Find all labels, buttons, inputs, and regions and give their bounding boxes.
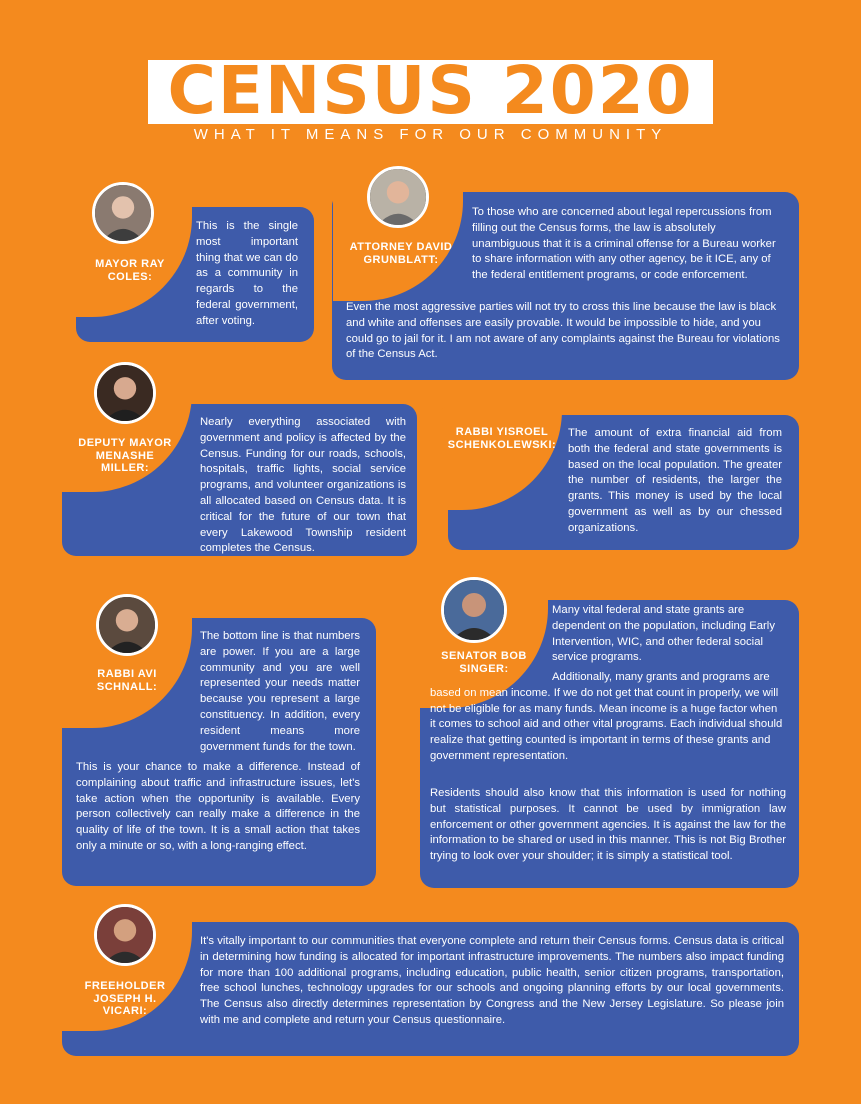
quote-text: To those who are concerned about legal repercussions from filling out the Census forms, the law is absolutely unambiguous that it is a criminal offense for a Bureau worker to share information with any other agency, be it ICE, any of the federal entitlement programs, or code enforcement.	[472, 206, 776, 282]
quote-text: The bottom line is that numbers are power. If you are a large community and you are well represented your needs matter because you represent a large constituency. In addition, every resident means more government funds for the town.	[200, 630, 360, 753]
portrait-icon	[95, 185, 151, 241]
speaker-name: FREEHOLDER JOSEPH H. VICARI:	[84, 980, 166, 1017]
quote-text: Nearly everything associated with government and policy is affected by the Census. Funding for our roads, schools, hospitals, traffic lights, social service programs, and volunteer organizations is all allocated based on Census data. It is critical for the future of our town that every Lakewood Township resident completes the Census.	[200, 416, 406, 555]
avatar	[367, 166, 429, 228]
avatar	[92, 182, 154, 244]
quote-text: Many vital federal and state grants are dependent on the population, including Early Intervention, WIC, and other federal social service programs.	[552, 604, 775, 664]
quote-text-3: Residents should also know that this information is used for nothing but statistical purposes. It cannot be used by immigration law enforcement or other government agencies. It is against the law for the information to be shared or used in this manner. This is not Big Brother trying to look over your shoulder; it is simply a statistical tool.	[430, 787, 786, 863]
page-subtitle: WHAT IT MEANS FOR OUR COMMUNITY	[193, 126, 668, 143]
speaker-name: SENATOR BOB SINGER:	[441, 650, 527, 675]
avatar	[94, 904, 156, 966]
quote-text-2: This is your chance to make a difference. Instead of complaining about traffic and infrastructure issues, let's take action when the opportunity is available. Every person collectively can really make a difference in the quality of life of the town. It is a small action that takes only a minute or so, with a long-ranging effect.	[76, 761, 360, 852]
speaker-name: RABBI AVI SCHNALL:	[96, 668, 158, 693]
avatar	[96, 594, 158, 656]
quote-text-2: Even the most aggressive parties will not try to cross this line because the law is black and white and offenses are easily provable. It would be impossible to hide, and you could go to jail for it. I am not aware of any complaints against the Bureau for violations of the Census Act.	[346, 301, 780, 361]
portrait-icon	[97, 365, 153, 421]
avatar	[94, 362, 156, 424]
speaker-name: MAYOR RAY COLES:	[95, 258, 165, 283]
avatar	[441, 577, 507, 643]
quote-text: This is the single most important thing that we can do as a community in regards to the federal government, after voting.	[196, 220, 298, 327]
portrait-icon	[370, 169, 426, 225]
speaker-name: RABBI YISROEL SCHENKOLEWSKI:	[447, 426, 557, 451]
quote-text: It's vitally important to our communities that everyone complete and return their Census forms. Census data is critical in determining how funding is allocated for important infrastructure improvements. The numbers also impact funding for more than 100 additional programs, including education, public health, senior citizen programs, transportation, free school lunches, technology upgrades for our schools and ongoing planning efforts by our local governments. The Census also directly determines representation by Congress and the New Jersey Legislature. So please join with me and complete and return your Census questionnaire.	[200, 935, 784, 1026]
page-title: CENSUS 2020	[167, 52, 694, 129]
speaker-name: DEPUTY MAYOR MENASHE MILLER:	[78, 437, 172, 474]
portrait-icon	[97, 907, 153, 963]
portrait-icon	[444, 580, 504, 640]
portrait-icon	[99, 597, 155, 653]
quote-text: The amount of extra financial aid from both the federal and state governments is based on the local population. The greater the number of residents, the larger the grants. This money is used by the local government as well as by our chessed organizations.	[568, 427, 782, 534]
quote-text-2: Additionally, many grants and programs are based on mean income. If we do not get that count in properly, we will not be eligible for as many funds. Mean income is a huge factor when it comes to school aid and other vital programs. Each individual should realize that getting counted is important in terms of these grants and government representation.	[430, 671, 783, 762]
speaker-name: ATTORNEY DAVID GRUNBLATT:	[349, 241, 453, 266]
